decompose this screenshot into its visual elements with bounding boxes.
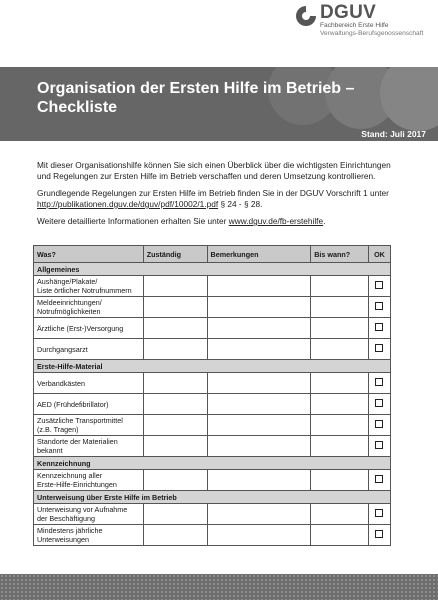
bis-wann-cell[interactable] xyxy=(311,339,369,360)
title-line-2: Checkliste xyxy=(37,99,118,116)
zustaendig-cell[interactable] xyxy=(143,394,207,415)
header-bemerkungen: Bemerkungen xyxy=(207,246,311,263)
bis-wann-cell[interactable] xyxy=(311,504,369,525)
checklist-row xyxy=(34,394,391,415)
bis-wann-cell[interactable] xyxy=(311,436,369,457)
logo-line-1: Fachbereich Erste Hilfe xyxy=(320,22,389,29)
ok-checkbox[interactable] xyxy=(375,441,383,449)
checklist-row xyxy=(34,339,391,360)
zustaendig-cell[interactable] xyxy=(143,339,207,360)
bemerkungen-cell[interactable] xyxy=(207,339,311,360)
zustaendig-cell[interactable] xyxy=(143,436,207,457)
checklist-row xyxy=(34,504,391,525)
bemerkungen-cell[interactable] xyxy=(207,525,311,546)
ok-cell xyxy=(368,339,390,360)
ok-cell xyxy=(368,436,390,457)
ok-cell xyxy=(368,276,390,297)
intro-p2-after: § 24 - § 28. xyxy=(220,199,263,209)
item-label: Durchgangsarzt xyxy=(34,339,144,360)
intro-text xyxy=(37,160,402,233)
ok-cell xyxy=(368,504,390,525)
bemerkungen-cell[interactable] xyxy=(207,373,311,394)
ok-checkbox[interactable] xyxy=(375,302,383,310)
item-label: Ärztliche (Erst-)Versorgung xyxy=(34,318,144,339)
bis-wann-cell[interactable] xyxy=(311,297,369,318)
zustaendig-cell[interactable] xyxy=(143,415,207,436)
section-row xyxy=(34,491,391,504)
ok-checkbox[interactable] xyxy=(375,475,383,483)
ok-checkbox[interactable] xyxy=(375,344,383,352)
section-row xyxy=(34,360,391,373)
stand-date: Stand: Juli 2017 xyxy=(361,129,426,139)
section-title: Kennzeichnung xyxy=(34,457,391,470)
bis-wann-cell[interactable] xyxy=(311,525,369,546)
header-was: Was? xyxy=(34,246,144,263)
bis-wann-cell[interactable] xyxy=(311,394,369,415)
zustaendig-cell[interactable] xyxy=(143,373,207,394)
dguv-link[interactable]: www.dguv.de/fb-erstehilfe xyxy=(228,216,324,226)
zustaendig-cell[interactable] xyxy=(143,504,207,525)
bis-wann-cell[interactable] xyxy=(311,470,369,491)
item-label: Mindestens jährliche Unterweisungen xyxy=(34,525,144,546)
intro-p3-text: Weitere detaillierte Informationen erhalten Sie unter xyxy=(37,216,227,226)
bemerkungen-cell[interactable] xyxy=(207,297,311,318)
logo-brand: DGUV xyxy=(320,2,377,23)
zustaendig-cell[interactable] xyxy=(143,470,207,491)
footer-pattern xyxy=(0,574,438,600)
zustaendig-cell[interactable] xyxy=(143,276,207,297)
ok-checkbox[interactable] xyxy=(375,281,383,289)
checklist-body xyxy=(34,263,391,546)
ok-cell xyxy=(368,525,390,546)
item-label: Unterweisung vor Aufnahme der Beschäftigung xyxy=(34,504,144,525)
intro-p2-text: Grundlegende Regelungen zur Ersten Hilfe im Betrieb finden Sie in der DGUV Vorschrift 1 unter xyxy=(37,188,389,198)
checklist-row xyxy=(34,470,391,491)
bis-wann-cell[interactable] xyxy=(311,373,369,394)
header-zustaendig: Zuständig xyxy=(143,246,207,263)
ok-checkbox[interactable] xyxy=(375,378,383,386)
bis-wann-cell[interactable] xyxy=(311,415,369,436)
ok-cell xyxy=(368,415,390,436)
item-label: Meldeeinrichtungen/ Notrufmöglichkeiten xyxy=(34,297,144,318)
ok-cell xyxy=(368,470,390,491)
header-ok: OK xyxy=(368,246,390,263)
checklist-row xyxy=(34,318,391,339)
checklist-row xyxy=(34,297,391,318)
dguv-logo xyxy=(295,4,430,38)
item-label: Standorte der Materialien bekannt xyxy=(34,436,144,457)
checklist-row xyxy=(34,415,391,436)
ok-cell xyxy=(368,394,390,415)
section-row xyxy=(34,263,391,276)
item-label: AED (Frühdefibrillator) xyxy=(34,394,144,415)
item-label: Aushänge/Plakate/ Liste örtlicher Notrufnummern xyxy=(34,276,144,297)
checklist-row xyxy=(34,373,391,394)
page-title xyxy=(37,79,354,117)
bemerkungen-cell[interactable] xyxy=(207,504,311,525)
ok-checkbox[interactable] xyxy=(375,399,383,407)
bemerkungen-cell[interactable] xyxy=(207,276,311,297)
zustaendig-cell[interactable] xyxy=(143,525,207,546)
checklist-row xyxy=(34,525,391,546)
intro-paragraph-3 xyxy=(37,216,402,227)
checklist-table xyxy=(33,245,391,546)
ok-cell xyxy=(368,373,390,394)
zustaendig-cell[interactable] xyxy=(143,318,207,339)
section-title: Unterweisung über Erste Hilfe im Betrieb xyxy=(34,491,391,504)
bemerkungen-cell[interactable] xyxy=(207,436,311,457)
section-title: Erste-Hilfe-Material xyxy=(34,360,391,373)
intro-paragraph-1: Mit dieser Organisationshilfe können Sie sich einen Überblick über die wichtigsten Einrichtungen und Regelungen zur Ersten Hilfe im Betrieb verschaffen und deren Umsetzung kontrollieren. xyxy=(37,160,391,181)
bis-wann-cell[interactable] xyxy=(311,318,369,339)
publication-link[interactable]: http://publikationen.dguv.de/dguv/pdf/10002/1.pdf xyxy=(37,199,219,209)
bis-wann-cell[interactable] xyxy=(311,276,369,297)
title-banner xyxy=(0,67,438,141)
bemerkungen-cell[interactable] xyxy=(207,394,311,415)
zustaendig-cell[interactable] xyxy=(143,297,207,318)
table-header-row xyxy=(34,246,391,263)
checklist-row xyxy=(34,436,391,457)
item-label: Kennzeichnung aller Erste-Hilfe-Einrichtungen xyxy=(34,470,144,491)
bemerkungen-cell[interactable] xyxy=(207,415,311,436)
bemerkungen-cell[interactable] xyxy=(207,470,311,491)
item-label: Zusätzliche Transportmittel (z.B. Tragen) xyxy=(34,415,144,436)
intro-p3-after: . xyxy=(323,216,326,226)
section-title: Allgemeines xyxy=(34,263,391,276)
decor-circle xyxy=(380,67,438,131)
ok-cell xyxy=(368,297,390,318)
bemerkungen-cell[interactable] xyxy=(207,318,311,339)
intro-paragraph-2 xyxy=(37,188,402,210)
header-bis-wann: Bis wann? xyxy=(311,246,369,263)
logo-line-2: Verwaltungs-Berufsgenossenschaft xyxy=(320,30,424,37)
ok-cell xyxy=(368,318,390,339)
checklist-row xyxy=(34,276,391,297)
ok-checkbox[interactable] xyxy=(375,323,383,331)
item-label: Verbandkästen xyxy=(34,373,144,394)
dguv-swoosh-icon xyxy=(295,5,317,27)
ok-checkbox[interactable] xyxy=(375,420,383,428)
ok-checkbox[interactable] xyxy=(375,509,383,517)
title-line-1: Organisation der Ersten Hilfe im Betrieb – xyxy=(37,80,355,97)
section-row xyxy=(34,457,391,470)
ok-checkbox[interactable] xyxy=(375,530,383,538)
